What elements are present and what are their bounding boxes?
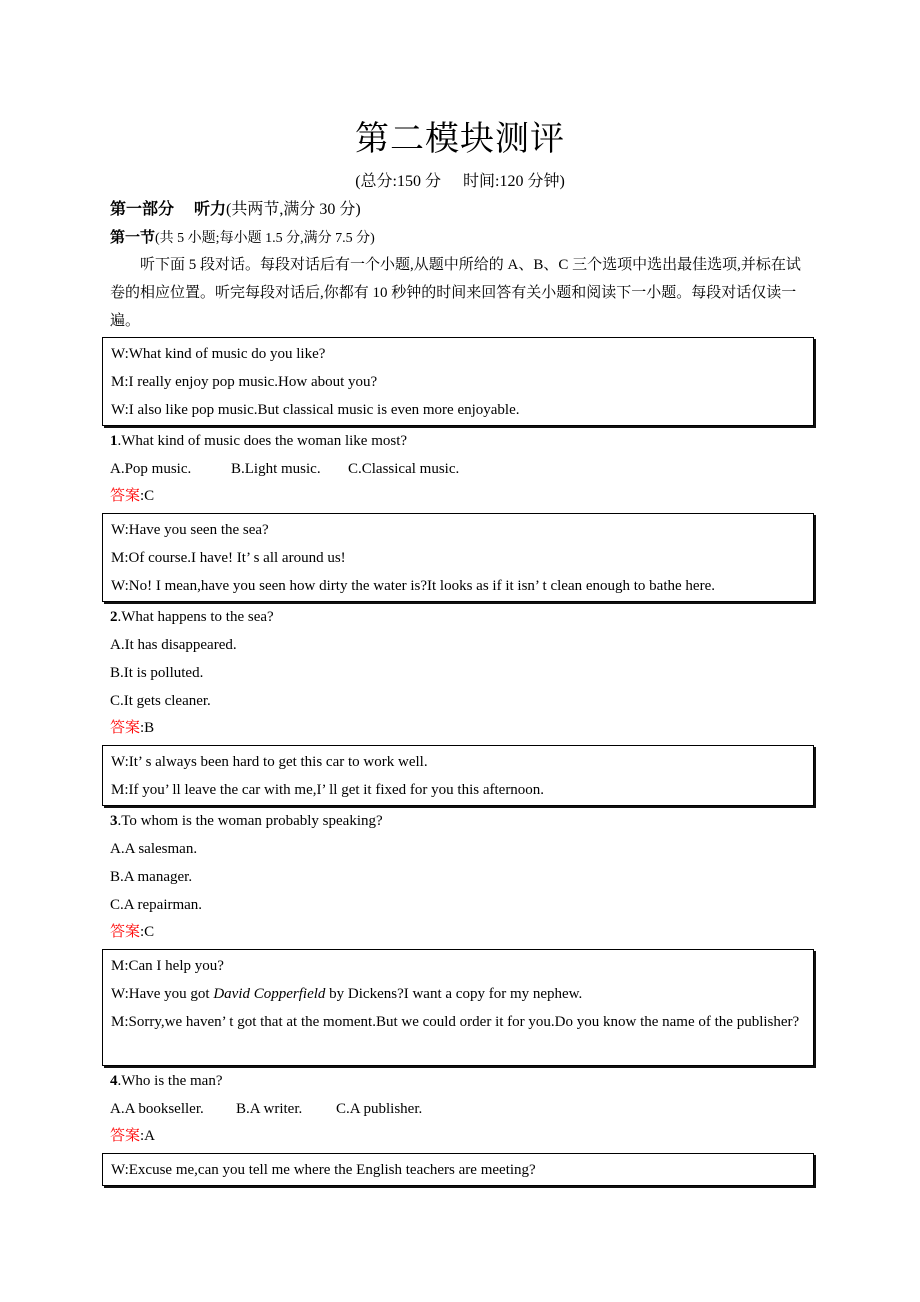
dialogue-line: M:Sorry,we haven’ t got that at the moment.But we could order it for you.Do you know the name of the publisher? [111,1014,800,1030]
dialogue-line: W:Have you seen the sea? [111,522,269,538]
option-a: A.A bookseller. [110,1101,204,1117]
question-1 [110,427,407,455]
answer-value: :B [140,720,155,736]
answer-1 [110,482,154,510]
answer-4 [110,1122,155,1150]
option-b: B.A manager. [110,869,193,885]
dialogue-box-5 [102,1153,814,1186]
instructions: 听下面 5 段对话。每段对话后有一个小题,从题中所给的 A、B、C 三个选项中选出最佳选项,并标在试卷的相应位置。听完每段对话后,你都有 10 秒钟的时间来回答有关小题和阅读下一小题。每段对话仅读一遍。 [110,257,801,329]
part-name: 听力 [194,201,227,218]
line-after: by Dickens?I want a copy for my nephew. [325,986,583,1002]
dialogue-line: W:I also like pop music.But classical music is even more enjoyable. [111,402,520,418]
question-number: 2 [110,609,118,625]
part-note: (共两节,满分 30 分) [226,201,361,218]
part-heading [110,196,361,224]
option-c: C.It gets cleaner. [110,693,211,709]
option-b: B.Light music. [231,461,321,477]
option-b: B.A writer. [236,1101,303,1117]
dialogue-box-4 [102,949,814,1066]
question-text: .Who is the man? [117,1073,223,1089]
exam-time: 时间:120 分钟) [463,173,565,190]
dialogue-line: M:If you’ ll leave the car with me,I’ ll get it fixed for you this afternoon. [111,782,545,798]
total-score: (总分:150 分 [355,173,441,190]
answer-value: :A [140,1128,156,1144]
dialogue-line: W:What kind of music do you like? [111,346,326,362]
option-a: A.A salesman. [110,841,198,857]
question-text: .What kind of music does the woman like most? [117,433,408,449]
exam-info [0,168,920,196]
part-label: 第一部分 [110,201,175,218]
dialogue-line: M:Of course.I have! It’ s all around us! [111,550,346,566]
dialogue-box-2 [102,513,814,602]
question-text: .To whom is the woman probably speaking? [117,813,383,829]
question-3 [110,807,383,835]
answer-label: 答案 [110,720,141,736]
option-c: C.A publisher. [336,1101,423,1117]
answer-label: 答案 [110,488,141,504]
dialogue-line: W:No! I mean,have you seen how dirty the water is?It looks as if it isn’ t clean enough to bathe here. [111,578,715,594]
question-4 [110,1067,222,1095]
book-title: David Copperfield [213,986,326,1002]
answer-3 [110,918,154,946]
dialogue-line [111,980,813,1008]
answer-2 [110,714,154,742]
dialogue-line: M:Can I help you? [111,958,224,974]
answer-label: 答案 [110,924,141,940]
answer-value: :C [140,488,155,504]
section-note: (共 5 小题;每小题 1.5 分,满分 7.5 分) [155,231,375,246]
option-a: A.Pop music. [110,461,192,477]
question-text: .What happens to the sea? [117,609,274,625]
answer-label: 答案 [110,1128,141,1144]
page-title: 第二模块测评 [355,121,565,158]
question-number: 3 [110,813,118,829]
option-a: A.It has disappeared. [110,637,237,653]
option-b: B.It is polluted. [110,665,204,681]
dialogue-line: W:Excuse me,can you tell me where the English teachers are meeting? [111,1162,536,1178]
dialogue-box-3 [102,745,814,806]
question-2 [110,603,274,631]
section-heading [110,224,375,253]
question-number: 4 [110,1073,118,1089]
option-c: C.A repairman. [110,897,203,913]
answer-value: :C [140,924,155,940]
dialogue-box-1 [102,337,814,426]
dialogue-line: W:It’ s always been hard to get this car to work well. [111,754,428,770]
section-label: 第一节 [110,230,156,246]
question-number: 1 [110,433,118,449]
dialogue-line: M:I really enjoy pop music.How about you? [111,374,378,390]
line-before: W:Have you got [111,986,214,1002]
option-c: C.Classical music. [348,461,460,477]
